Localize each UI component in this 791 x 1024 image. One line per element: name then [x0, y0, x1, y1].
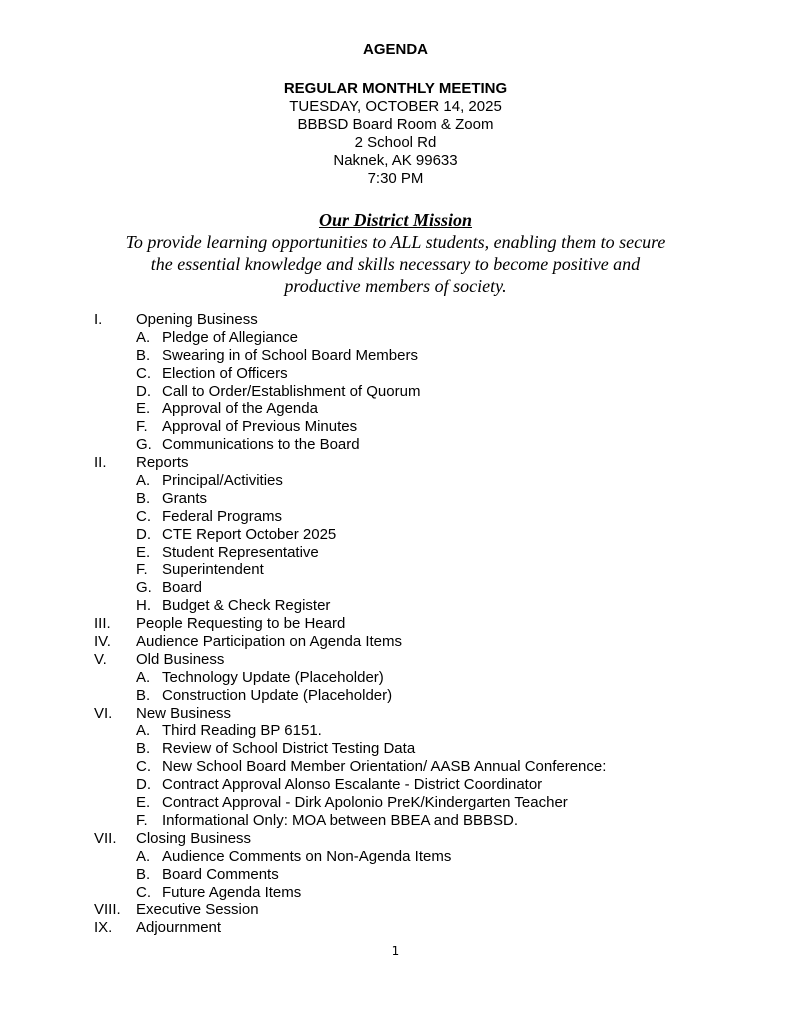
item-letter: A.: [136, 472, 151, 490]
section-title: Old Business: [136, 650, 225, 668]
item-text: Contract Approval Alonso Escalante - District Coordinator: [162, 776, 543, 794]
agenda-item: [0, 794, 791, 812]
agenda-item: [0, 758, 791, 776]
item-letter: E.: [136, 543, 151, 561]
item-text: Communications to the Board: [162, 436, 360, 454]
agenda-item: [0, 472, 791, 490]
item-text: Federal Programs: [162, 507, 283, 525]
item-letter: G.: [136, 579, 152, 597]
agenda-section: [0, 615, 791, 633]
item-text: Budget & Check Register: [162, 597, 331, 615]
section-numeral: VII.: [94, 829, 117, 847]
item-text: CTE Report October 2025: [162, 525, 337, 543]
agenda-item: [0, 776, 791, 794]
item-letter: B.: [136, 686, 151, 704]
section-title: New Business: [136, 704, 232, 722]
agenda-item: [0, 561, 791, 579]
item-text: Approval of the Agenda: [162, 400, 318, 418]
item-text: Pledge of Allegiance: [162, 328, 298, 346]
mission-statement: [0, 231, 791, 297]
item-text: Swearing in of School Board Members: [162, 346, 418, 364]
section-numeral: I.: [94, 311, 103, 328]
agenda-item: [0, 669, 791, 687]
section-numeral: II.: [94, 454, 107, 472]
agenda-item: [0, 347, 791, 365]
item-letter: H.: [136, 597, 151, 615]
meeting-city: Naknek, AK 99633: [333, 152, 458, 169]
section-numeral: III.: [94, 615, 111, 633]
agenda-item: [0, 490, 791, 508]
item-text: Future Agenda Items: [162, 883, 302, 901]
section-numeral: IX.: [94, 919, 113, 937]
item-text: Principal/Activities: [162, 472, 283, 490]
item-letter: E.: [136, 400, 151, 418]
item-letter: D.: [136, 525, 151, 543]
item-text: Contract Approval - Dirk Apolonio PreK/Kindergarten Teacher: [162, 794, 568, 812]
section-title: Audience Participation on Agenda Items: [136, 633, 403, 651]
agenda-section: [0, 311, 791, 329]
agenda-item: [0, 400, 791, 418]
item-letter: G.: [136, 436, 152, 454]
agenda-section: [0, 705, 791, 723]
item-letter: A.: [136, 847, 151, 865]
agenda-item: [0, 329, 791, 347]
agenda-section: [0, 454, 791, 472]
agenda-item: [0, 848, 791, 866]
section-title: People Requesting to be Heard: [136, 615, 346, 633]
meeting-time: 7:30 PM: [367, 170, 424, 187]
item-letter: F.: [136, 561, 148, 579]
section-numeral: VIII.: [94, 901, 121, 919]
item-text: Student Representative: [162, 543, 319, 561]
item-text: Informational Only: MOA between BBEA and BBBSD.: [162, 811, 519, 829]
meeting-location: BBBSD Board Room & Zoom: [297, 116, 494, 133]
agenda-item: [0, 579, 791, 597]
agenda-item: [0, 687, 791, 705]
agenda-item: [0, 436, 791, 454]
agenda-section: [0, 633, 791, 651]
item-letter: B.: [136, 740, 151, 758]
agenda-list: [0, 311, 791, 937]
item-letter: C.: [136, 364, 151, 382]
item-text: Audience Comments on Non-Agenda Items: [162, 847, 452, 865]
meeting-type: REGULAR MONTHLY MEETING: [283, 80, 508, 97]
item-letter: C.: [136, 883, 151, 901]
agenda-item: [0, 740, 791, 758]
agenda-item: [0, 383, 791, 401]
item-letter: D.: [136, 382, 151, 400]
agenda-item: [0, 544, 791, 562]
item-letter: C.: [136, 507, 151, 525]
section-numeral: VI.: [94, 704, 113, 722]
item-letter: B.: [136, 489, 151, 507]
item-text: Third Reading BP 6151.: [162, 722, 322, 740]
page-number: 1: [391, 944, 400, 958]
meeting-date: TUESDAY, OCTOBER 14, 2025: [289, 98, 502, 115]
section-numeral: V.: [94, 650, 107, 668]
section-title: Closing Business: [136, 829, 252, 847]
agenda-item: [0, 365, 791, 383]
item-letter: A.: [136, 328, 151, 346]
agenda-item: [0, 884, 791, 902]
agenda-item: [0, 508, 791, 526]
mission-line: productive members of society.: [284, 276, 507, 296]
agenda-item: [0, 722, 791, 740]
mission-line: the essential knowledge and skills necessary to become positive and: [150, 254, 641, 274]
item-letter: B.: [136, 346, 151, 364]
item-letter: E.: [136, 794, 151, 812]
item-text: Technology Update (Placeholder): [162, 668, 384, 686]
agenda-section: [0, 830, 791, 848]
section-numeral: IV.: [94, 633, 111, 651]
agenda-section: [0, 919, 791, 937]
mission-title: Our District Mission: [318, 210, 473, 230]
agenda-title: AGENDA: [362, 41, 428, 58]
item-text: Call to Order/Establishment of Quorum: [162, 382, 421, 400]
section-title: Adjournment: [136, 919, 222, 937]
agenda-section: [0, 901, 791, 919]
item-letter: A.: [136, 722, 151, 740]
item-text: Construction Update (Placeholder): [162, 686, 393, 704]
item-text: Approval of Previous Minutes: [162, 418, 358, 436]
section-title: Executive Session: [136, 901, 259, 919]
item-text: Board: [162, 579, 203, 597]
item-text: Superintendent: [162, 561, 264, 579]
agenda-item: [0, 597, 791, 615]
item-text: Election of Officers: [162, 364, 288, 382]
agenda-section: [0, 651, 791, 669]
item-text: Review of School District Testing Data: [162, 740, 416, 758]
item-text: Board Comments: [162, 865, 279, 883]
item-text: Grants: [162, 489, 208, 507]
item-letter: F.: [136, 418, 148, 436]
agenda-item: [0, 418, 791, 436]
item-letter: A.: [136, 668, 151, 686]
agenda-item: [0, 526, 791, 544]
section-title: Reports: [136, 454, 189, 472]
item-letter: F.: [136, 811, 148, 829]
section-title: Opening Business: [136, 311, 258, 328]
agenda-item: [0, 866, 791, 884]
agenda-item: [0, 812, 791, 830]
item-letter: B.: [136, 865, 151, 883]
mission-line: To provide learning opportunities to ALL students, enabling them to secure: [125, 232, 666, 252]
meeting-street: 2 School Rd: [354, 134, 437, 151]
item-letter: D.: [136, 776, 151, 794]
item-text: New School Board Member Orientation/ AASB Annual Conference:: [162, 758, 607, 776]
item-letter: C.: [136, 758, 151, 776]
